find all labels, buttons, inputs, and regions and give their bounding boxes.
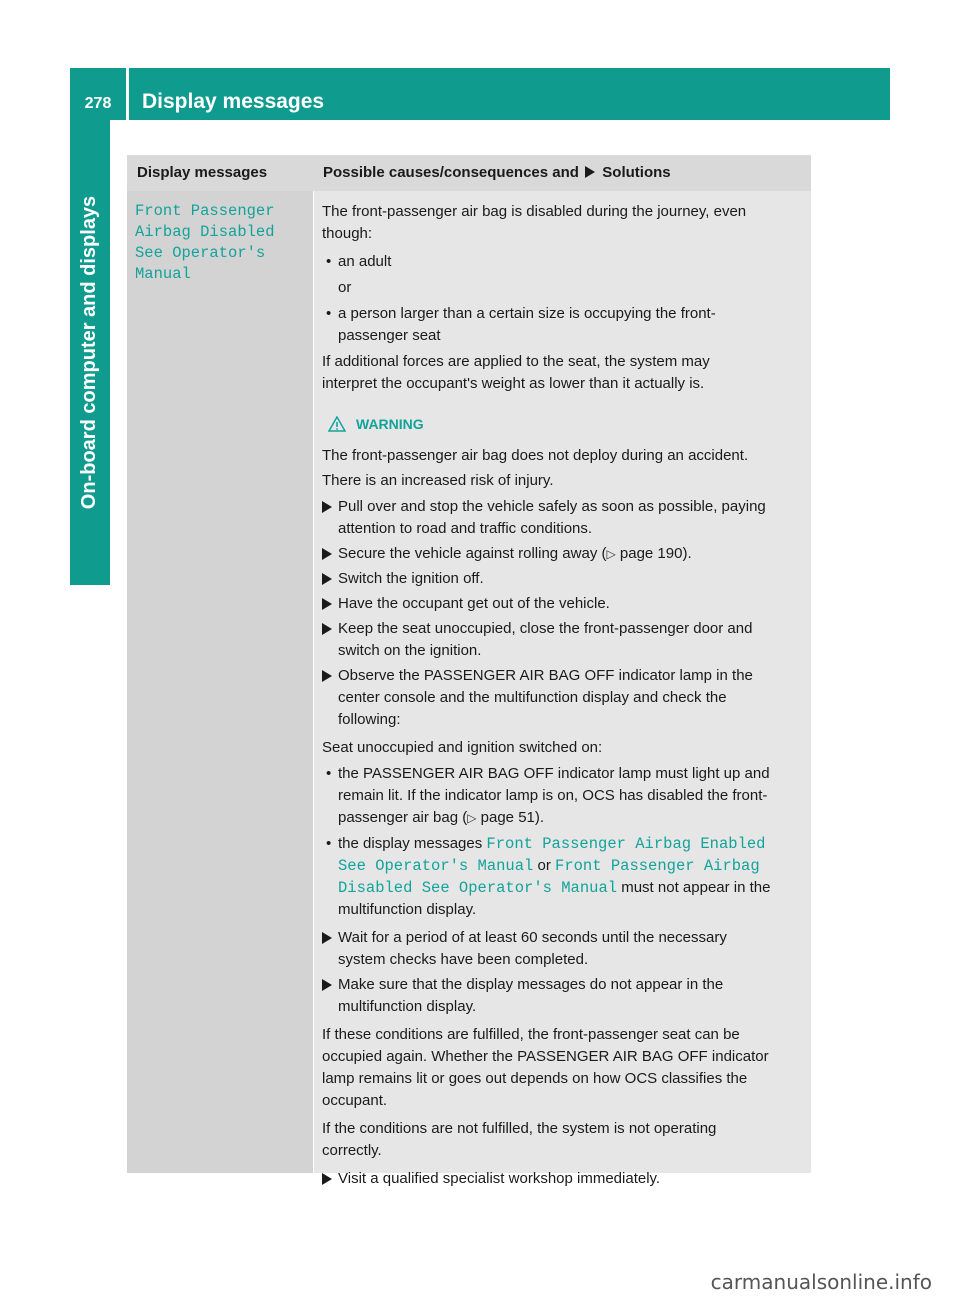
- side-tab: [70, 120, 110, 585]
- bullet-lamp: • the PASSENGER AIR BAG OFF indicator lamp must light up and remain lit. If the indicator lamp is on, OCS has disabled the front- passenger air bag (▷ page 51).: [322, 763, 806, 829]
- warning-text-1: The front-passenger air bag does not deploy during an accident.: [322, 447, 749, 464]
- step-wait: Wait for a period of at least 60 seconds until the necessary system checks have been completed.: [322, 927, 806, 971]
- col2-header: Possible causes/consequences and Solutions: [323, 164, 671, 181]
- warning-heading: [322, 413, 806, 435]
- seat-unoccupied-text: Seat unoccupied and ignition switched on:: [322, 739, 603, 756]
- watermark: carmanualsonline.info: [710, 1270, 932, 1294]
- side-tab-label: On-board computer and displays: [78, 195, 101, 510]
- message-disabled-1: Front Passenger Airbag: [555, 857, 760, 875]
- intro-paragraph: The front-passenger air bag is disabled during the journey, even though:: [322, 203, 747, 242]
- message-cell: [127, 191, 313, 1173]
- step-ignition-off: Switch the ignition off.: [322, 568, 806, 590]
- arrow-right-icon: [585, 166, 595, 178]
- warning-triangle-icon: [328, 416, 346, 432]
- step-secure: Secure the vehicle against rolling away (▷ page 190).: [322, 543, 806, 565]
- step-arrow-icon: [322, 1173, 332, 1185]
- message-enabled-1: Front Passenger Airbag Enabled: [486, 835, 766, 853]
- step-arrow-icon: [322, 932, 332, 944]
- warning-text-2: There is an increased risk of injury.: [322, 472, 554, 489]
- display-messages-table: [127, 155, 811, 1187]
- step-arrow-icon: [322, 598, 332, 610]
- fulfilled-paragraph: If these conditions are fulfilled, the front-passenger seat can be occupied again. Whether the PASSENGER AIR BAG OFF indicator lamp remains lit or goes out depends on how OCS classifies the occupant.: [322, 1026, 769, 1109]
- step-observe-lamp: Observe the PASSENGER AIR BAG OFF indicator lamp in the center console and the multifunction display and check the following:: [322, 665, 806, 731]
- table-header-row: [127, 155, 811, 191]
- step-pull-over: Pull over and stop the vehicle safely as soon as possible, paying attention to road and traffic conditions.: [322, 496, 806, 540]
- bullet-person: • a person larger than a certain size is occupying the front- passenger seat: [322, 303, 806, 347]
- message-disabled-2: Disabled See Operator's Manual: [338, 879, 618, 897]
- step-arrow-icon: [322, 573, 332, 585]
- page-ref-icon: ▷: [467, 811, 477, 825]
- page-ref-icon: ▷: [606, 547, 616, 561]
- display-message: Front Passenger Airbag Disabled See Operator's Manual: [135, 202, 275, 283]
- page-header: [70, 68, 890, 120]
- additional-forces-paragraph: If additional forces are applied to the seat, the system may interpret the occupant's weight as lower than it actually is.: [322, 353, 710, 392]
- bullet-display-messages: • the display messages Front Passenger Airbag Enabled See Operator's Manual or Front Passenger Airbag Disabled See Operator's Manual must not appear in the multifunction display.: [322, 833, 806, 921]
- step-occupant-out: Have the occupant get out of the vehicle.: [322, 593, 806, 615]
- step-arrow-icon: [322, 501, 332, 513]
- page-title: Display messages: [142, 90, 325, 113]
- bullet-adult: • an adult: [322, 251, 806, 273]
- solutions-content: [322, 201, 806, 1193]
- warning-label: WARNING: [356, 416, 424, 432]
- step-arrow-icon: [322, 979, 332, 991]
- col1-header: Display messages: [137, 164, 268, 181]
- not-fulfilled-paragraph: If the conditions are not fulfilled, the system is not operating correctly.: [322, 1120, 717, 1159]
- step-arrow-icon: [322, 670, 332, 682]
- solutions-cell: [314, 191, 811, 1187]
- page-ref-link[interactable]: page 51).: [480, 809, 545, 826]
- step-keep-unoccupied: Keep the seat unoccupied, close the front-passenger door and switch on the ignition.: [322, 618, 806, 662]
- message-enabled-2: See Operator's Manual: [338, 857, 534, 875]
- step-make-sure: Make sure that the display messages do not appear in the multifunction display.: [322, 974, 806, 1018]
- page-ref-link[interactable]: page 190).: [619, 545, 692, 562]
- step-arrow-icon: [322, 548, 332, 560]
- step-visit-workshop: Visit a qualified specialist workshop immediately.: [322, 1168, 806, 1190]
- or-text: or: [338, 279, 352, 296]
- step-arrow-icon: [322, 623, 332, 635]
- page-number: 278: [84, 95, 112, 112]
